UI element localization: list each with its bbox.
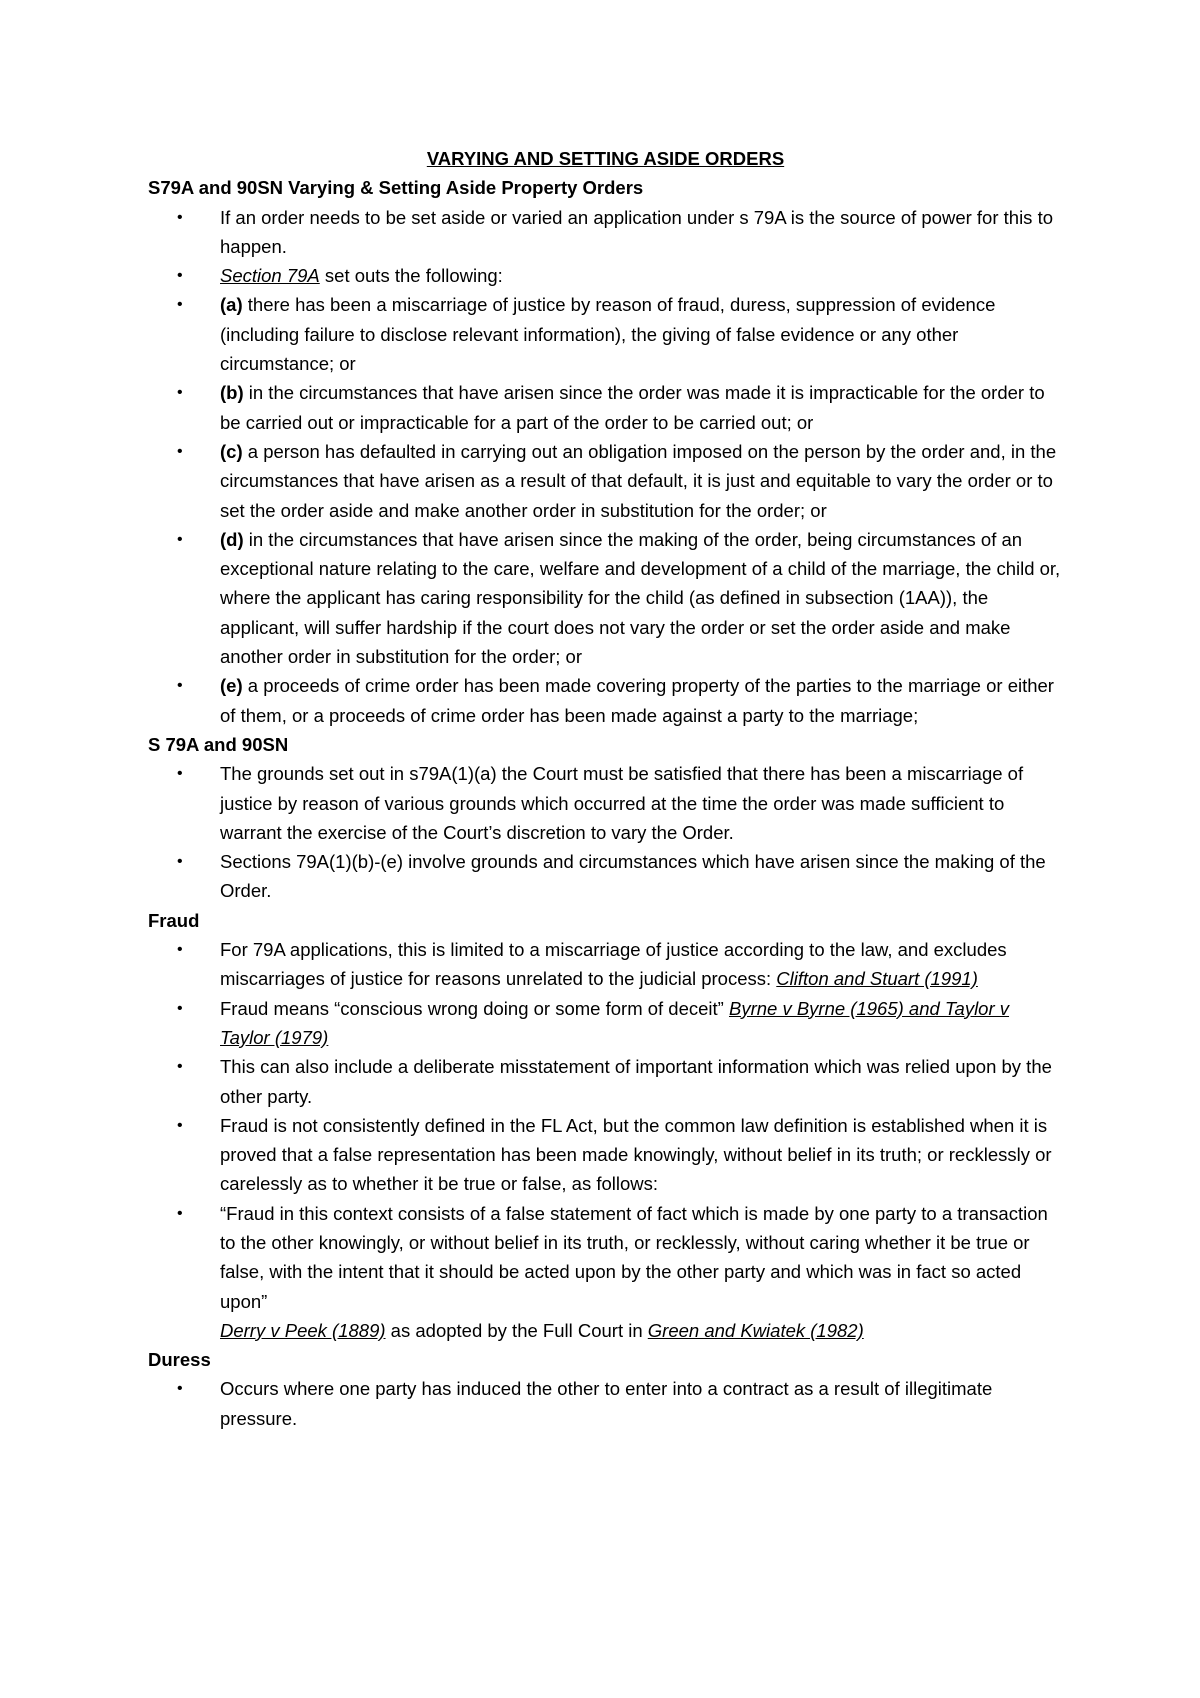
bullet-icon: • [177,941,183,959]
list-item-text: Occurs where one party has induced the other to enter into a contract as a result of illegitimate pressure. [220,1378,993,1429]
case-citation: Derry v Peek (1889) [220,1319,386,1341]
list-item-text: “Fraud in this context consists of a false statement of fact which is made by one party to a transaction to the other knowingly, or without belief in its truth, or recklessly, without caring whether it be true or false, with the intent that it should be acted upon by the other party and which was in fact so acted upon” [220,1202,1048,1312]
list-item-text: If an order needs to be set aside or varied an application under s 79A is the source of power for this to happen. [220,206,1053,257]
list-item [148,759,1063,847]
bullet-icon: • [177,296,183,314]
bullet-icon: • [177,999,183,1017]
list-item [148,437,1063,525]
list-item-text: set outs the following: [319,265,503,287]
bullet-icon: • [177,1204,183,1222]
bullet-icon: • [177,677,183,695]
list-item-text: For 79A applications, this is limited to a miscarriage of justice according to the law, and excludes miscarriages of justice for reasons unrelated to the judicial process: [220,939,1007,990]
item-label-b: (b) [220,382,244,404]
bullet-icon: • [177,1380,183,1398]
case-citation: Byrne v Byrne (1965) and Taylor v Taylor (1979) [220,997,1010,1048]
bullet-icon: • [177,1116,183,1134]
list-item-text: a proceeds of crime order has been made covering property of the parties to the marriage or either of them, or a proceeds of crime order has been made against a party to the marriage; [220,675,1054,726]
list-item-text: The grounds set out in s79A(1)(a) the Court must be satisfied that there has been a miscarriage of justice by reason of various grounds which occurred at the time the order was made sufficient to warrant the exercise of the Court’s discretion to vary the Order. [220,763,1024,843]
bullet-list-duress [148,1374,1063,1433]
list-item [148,671,1063,730]
list-item-text: Sections 79A(1)(b)-(e) involve grounds and circumstances which have arisen since the making of the Order. [220,851,1046,902]
bullet-icon: • [177,384,183,402]
bullet-icon: • [177,442,183,460]
list-item-text: there has been a miscarriage of justice by reason of fraud, duress, suppression of evidence (including failure to disclose relevant information), the giving of false evidence or any other circumstance; or [220,294,996,375]
case-citation: Clifton and Stuart (1991) [776,968,978,990]
item-label-e: (e) [220,675,243,697]
document-title: VARYING AND SETTING ASIDE ORDERS [426,148,785,169]
item-label-c: (c) [220,440,243,462]
list-item [148,1111,1063,1199]
list-item [148,290,1063,378]
document-content [148,144,1063,1433]
list-item [148,1052,1063,1111]
list-item [148,203,1063,262]
list-item [148,847,1063,906]
bullet-icon: • [177,208,183,226]
bullet-list-79a [148,203,1063,730]
list-item [148,261,1063,290]
bullet-icon: • [177,1058,183,1076]
bullet-icon: • [177,765,183,783]
bullet-list-grounds [148,759,1063,905]
list-item-text: This can also include a deliberate misstatement of important information which was relied upon by the other party. [220,1056,1052,1107]
list-item [148,378,1063,437]
list-item [148,1374,1063,1433]
section-heading-79a-90sn: S 79A and 90SN [148,733,289,755]
list-item-text: Fraud is not consistently defined in the FL Act, but the common law definition is established when it is proved that a false representation has been made knowingly, without belief in its truth; or recklessly or carelessly as to whether it be true or false, as follows: [220,1114,1052,1195]
citation-text: as adopted by the Full Court in [385,1319,648,1341]
bullet-icon: • [177,530,183,548]
section-heading-fraud: Fraud [148,909,200,931]
list-item [148,935,1063,994]
bullet-icon: • [177,853,183,871]
section-heading-duress: Duress [148,1349,211,1371]
list-item [148,525,1063,671]
list-item-text: in the circumstances that have arisen since the order was made it is impracticable for the order to be carried out or impracticable for a part of the order to be carried out; or [220,382,1045,433]
case-citation: Section 79A [220,265,320,287]
list-item-text: in the circumstances that have arisen since the making of the order, being circumstances of an exceptional nature relating to the care, welfare and development of a child of the marriage, the child or, where the applicant has caring responsibility for the child (as defined in subsection (1AA)), the applicant, will suffer hardship if the court does not vary the order or set the order aside and make another order in substitution for the order; or [220,528,1061,668]
case-citation: Green and Kwiatek (1982) [647,1319,864,1341]
bullet-list-fraud [148,935,1063,1316]
item-label-d: (d) [220,528,244,550]
bullet-icon: • [177,267,183,285]
list-item [148,994,1063,1053]
list-item [148,1199,1063,1316]
citation-line [148,1316,1063,1345]
list-item-text: a person has defaulted in carrying out an obligation imposed on the person by the order and, in the circumstances that have arisen as a result of that default, it is just and equitable to vary the order or to set the order aside and make another order in substitution for the order; or [220,440,1057,521]
item-label-a: (a) [220,294,243,316]
section-heading-79a-property-orders: S79A and 90SN Varying & Setting Aside Property Orders [148,177,644,199]
list-item-text: Fraud means “conscious wrong doing or some form of deceit” [220,997,729,1019]
